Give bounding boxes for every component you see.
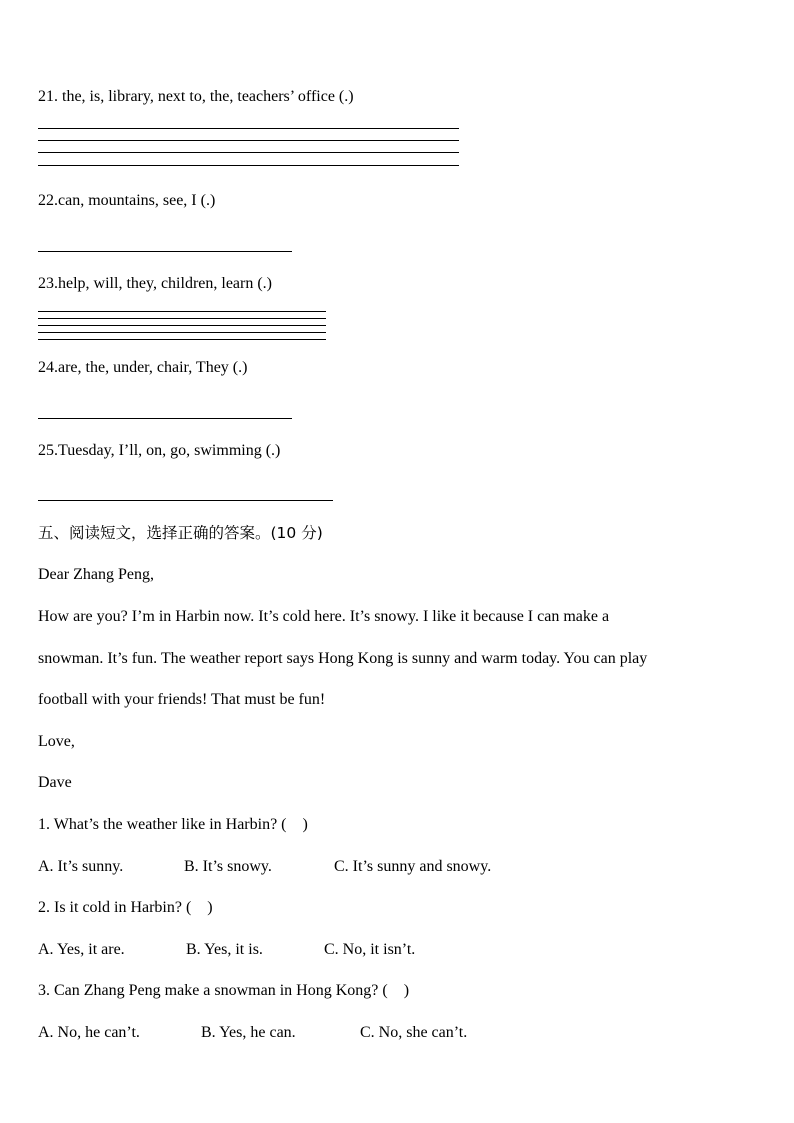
- question-number: 23: [38, 275, 54, 292]
- reading-question-1: 1. What’s the weather like in Harbin? ( ): [38, 816, 308, 833]
- question-number: 22: [38, 192, 54, 209]
- letter-salutation: Dear Zhang Peng,: [38, 566, 154, 583]
- option-c[interactable]: C. No, she can’t.: [360, 1024, 468, 1041]
- answer-line: [38, 152, 459, 153]
- question-22: [38, 191, 215, 211]
- option-a[interactable]: A. No, he can’t.: [38, 1024, 140, 1041]
- question-text: .can, mountains, see, I (.): [54, 192, 216, 209]
- letter-signature: Dave: [38, 774, 72, 791]
- answer-line: [38, 325, 326, 326]
- reading-options-1: [38, 857, 491, 877]
- option-a[interactable]: A. It’s sunny.: [38, 858, 124, 875]
- answer-line: [38, 251, 292, 252]
- answer-line: [38, 500, 333, 501]
- section-heading: 五、阅读短文，选择正确的答案。(10 分): [38, 524, 323, 542]
- option-a[interactable]: A. Yes, it are.: [38, 941, 125, 958]
- question-25: [38, 441, 280, 461]
- reading-question-3: 3. Can Zhang Peng make a snowman in Hong Kong? ( ): [38, 982, 410, 999]
- question-number: 21: [38, 88, 54, 105]
- answer-line: [38, 339, 326, 340]
- letter-body-line: How are you? I’m in Harbin now. It’s cold here. It’s snowy. I like it because I can make a: [38, 608, 610, 625]
- letter-body-line: snowman. It’s fun. The weather report says Hong Kong is sunny and warm today. You can play: [38, 650, 648, 667]
- question-text: .are, the, under, chair, They (.): [54, 359, 248, 376]
- question-23: [38, 274, 272, 294]
- option-c[interactable]: C. It’s sunny and snowy.: [334, 858, 492, 875]
- answer-line: [38, 318, 326, 319]
- question-text: .Tuesday, I’ll, on, go, swimming (.): [54, 442, 281, 459]
- answer-line: [38, 418, 292, 419]
- question-text: . the, is, library, next to, the, teachers’ office (.): [54, 88, 354, 105]
- option-b[interactable]: B. Yes, it is.: [186, 941, 263, 958]
- question-21: [38, 87, 354, 107]
- answer-line: [38, 165, 459, 166]
- letter-closing: Love,: [38, 733, 75, 750]
- option-b[interactable]: B. Yes, he can.: [201, 1024, 296, 1041]
- answer-line: [38, 140, 459, 141]
- question-24: [38, 358, 247, 378]
- answer-line: [38, 311, 326, 312]
- answer-line: [38, 332, 326, 333]
- answer-line: [38, 128, 459, 129]
- question-text: .help, will, they, children, learn (.): [54, 275, 272, 292]
- reading-options-3: [38, 1023, 467, 1043]
- letter-body-line: football with your friends! That must be fun!: [38, 691, 326, 708]
- reading-options-2: [38, 940, 415, 960]
- question-number: 24: [38, 359, 54, 376]
- reading-question-2: 2. Is it cold in Harbin? ( ): [38, 899, 213, 916]
- question-number: 25: [38, 442, 54, 459]
- option-c[interactable]: C. No, it isn’t.: [324, 941, 416, 958]
- option-b[interactable]: B. It’s snowy.: [184, 858, 272, 875]
